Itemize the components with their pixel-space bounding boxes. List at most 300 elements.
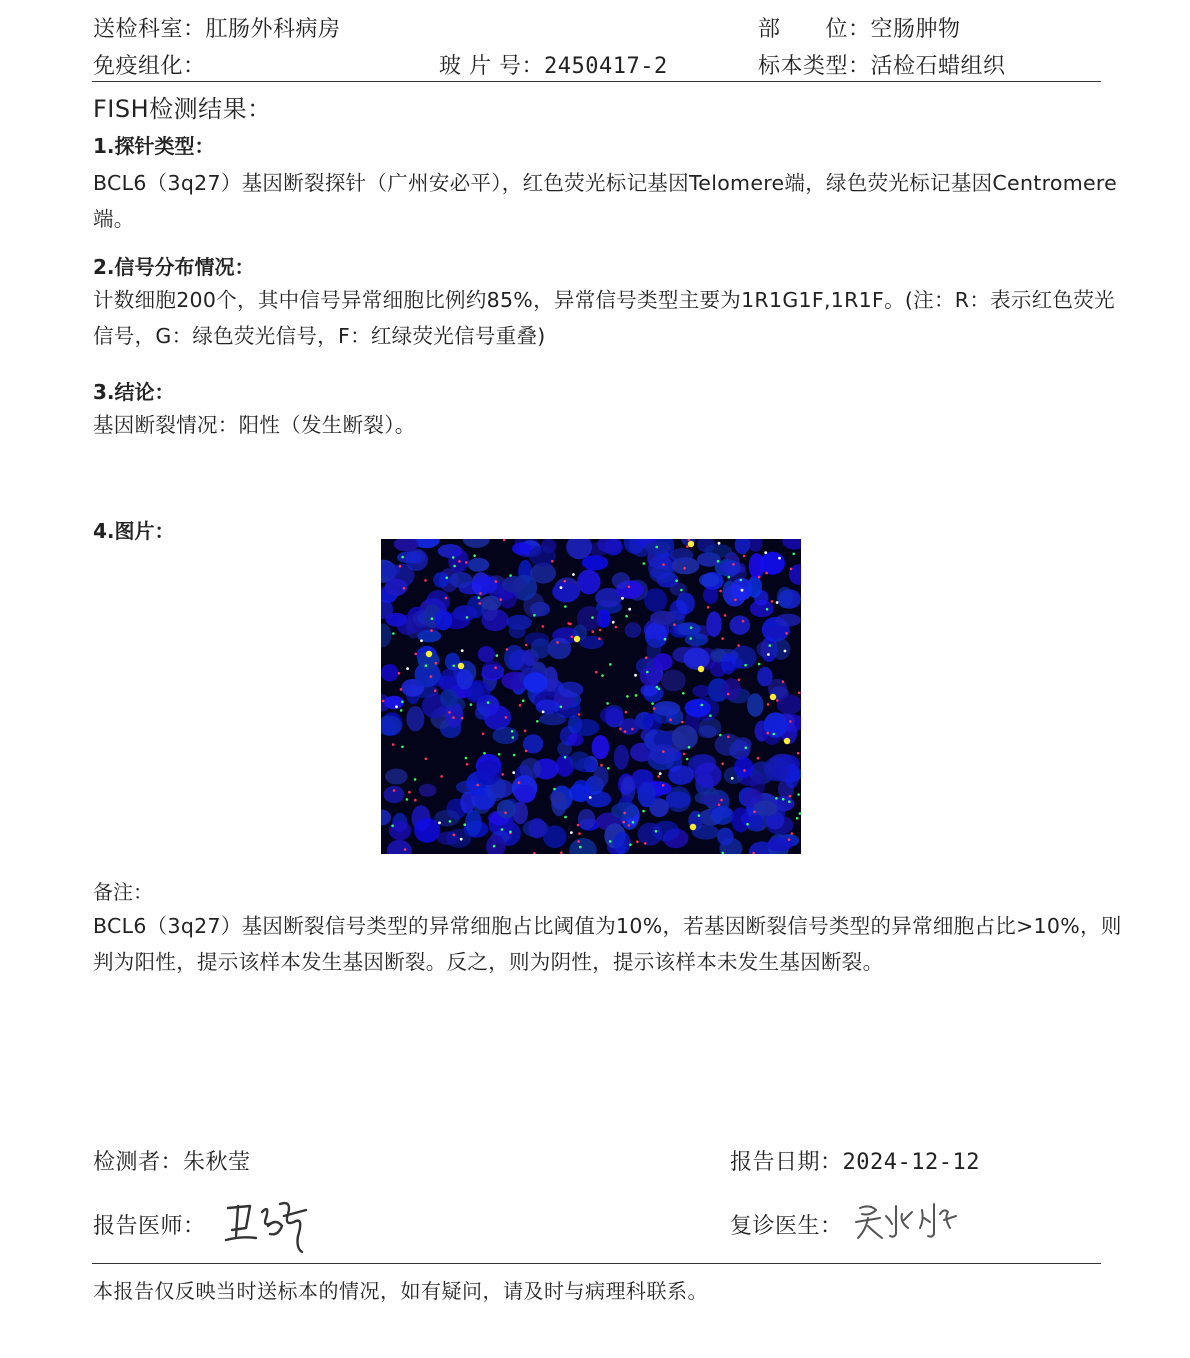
nucleus-shape [661, 670, 686, 692]
red-signal-dot [430, 675, 433, 678]
green-signal-dot [465, 757, 468, 760]
dept-value: 肛肠外科病房 [205, 17, 341, 42]
nucleus-shape [385, 769, 408, 785]
red-signal-dot [399, 565, 402, 568]
red-signal-dot [771, 600, 774, 603]
red-signal-dot [595, 671, 598, 674]
red-signal-dot [628, 824, 631, 827]
red-signal-dot [415, 653, 418, 656]
white-signal-dot [784, 650, 787, 653]
white-signal-dot [764, 551, 767, 554]
red-signal-dot [790, 568, 793, 571]
nucleus-shape [717, 828, 734, 846]
nucleus-shape [389, 821, 411, 841]
nucleus-shape [670, 548, 693, 562]
fusion-signal-dot [688, 541, 694, 547]
slide-field [439, 49, 668, 80]
white-signal-dot [572, 573, 575, 576]
red-signal-dot [478, 602, 481, 605]
green-signal-dot [745, 747, 748, 750]
green-signal-dot [680, 589, 683, 592]
nucleus-shape [536, 699, 560, 714]
specimen-label: 标本类型： [758, 54, 871, 79]
white-signal-dot [406, 667, 409, 670]
green-signal-dot [782, 798, 785, 801]
red-signal-dot [732, 563, 735, 566]
doctor-signature [222, 1196, 312, 1256]
red-signal-dot [767, 703, 770, 706]
nucleus-shape [760, 552, 785, 575]
red-signal-dot [738, 679, 741, 682]
green-signal-dot [797, 793, 800, 796]
nucleus-shape [453, 605, 477, 621]
red-signal-dot [577, 840, 580, 843]
red-signal-dot [737, 644, 740, 647]
green-signal-dot [496, 654, 499, 657]
red-signal-dot [578, 713, 581, 716]
nucleus-shape [548, 638, 572, 660]
nucleus-shape [528, 818, 546, 839]
green-signal-dot [483, 752, 486, 755]
green-signal-dot [511, 730, 514, 733]
green-signal-dot [509, 574, 512, 577]
dept-field [93, 12, 341, 43]
white-signal-dot [767, 653, 770, 656]
white-signal-dot [420, 639, 423, 642]
doctor-label: 报告医师： [93, 1214, 206, 1239]
green-signal-dot [690, 626, 693, 629]
red-signal-dot [494, 666, 497, 669]
green-signal-dot [664, 638, 667, 641]
nucleus-shape [577, 570, 600, 595]
green-signal-dot [642, 810, 645, 813]
red-signal-dot [592, 630, 595, 633]
dept-label: 送检科室： [93, 17, 206, 42]
green-signal-dot [453, 565, 456, 568]
red-signal-dot [482, 733, 485, 736]
green-signal-dot [643, 562, 646, 565]
red-signal-dot [466, 763, 469, 766]
red-signal-dot [398, 672, 401, 675]
nucleus-shape [722, 678, 741, 700]
nucleus-shape [384, 696, 403, 710]
red-signal-dot [619, 728, 622, 731]
red-signal-dot [440, 775, 443, 778]
white-signal-dot [589, 796, 592, 799]
green-signal-dot [758, 663, 761, 666]
nucleus-shape [543, 826, 567, 849]
notes-text: BCL6（3q27）基因断裂信号类型的异常细胞占比阈值为10%，若基因断裂信号类型的异常细胞占比>10%，则判为阳性，提示该样本发生基因断裂。反之，则为阴性，提示该样本未发生基因断裂。 [93, 914, 1122, 974]
green-signal-dot [769, 644, 772, 647]
green-signal-dot [655, 546, 658, 549]
red-signal-dot [600, 764, 603, 767]
green-signal-dot [719, 734, 722, 737]
red-signal-dot [625, 711, 628, 714]
green-signal-dot [564, 605, 567, 608]
red-signal-dot [465, 561, 468, 564]
nucleus-shape [653, 653, 673, 670]
red-signal-dot [662, 563, 665, 566]
red-signal-dot [556, 641, 559, 644]
nucleus-shape [549, 792, 566, 804]
nucleus-shape [523, 672, 547, 692]
fusion-signal-dot [426, 651, 432, 657]
red-signal-dot [742, 620, 745, 623]
nucleus-shape [433, 572, 449, 588]
red-signal-dot [765, 572, 768, 575]
nucleus-shape [764, 757, 790, 782]
red-signal-dot [505, 716, 508, 719]
green-signal-dot [501, 828, 504, 831]
green-signal-dot [509, 831, 512, 834]
white-signal-dot [542, 711, 545, 714]
nucleus-shape [445, 653, 460, 671]
nucleus-shape [692, 685, 710, 697]
red-signal-dot [683, 753, 686, 756]
green-signal-dot [466, 616, 469, 619]
nucleus-shape [386, 613, 408, 627]
nucleus-shape [434, 610, 452, 630]
nucleus-shape [381, 664, 399, 681]
green-signal-dot [470, 703, 473, 706]
nucleus-shape [512, 542, 531, 555]
nucleus-shape [569, 751, 590, 770]
white-signal-dot [570, 831, 573, 834]
fish-micrograph [381, 539, 801, 854]
red-signal-dot [525, 750, 528, 753]
nucleus-shape [614, 745, 629, 770]
green-signal-dot [601, 674, 604, 677]
nucleus-shape [734, 757, 753, 778]
nucleus-shape [638, 782, 656, 807]
green-signal-dot [392, 632, 395, 635]
conclusion-heading: 3.结论： [93, 380, 175, 404]
green-signal-dot [775, 797, 778, 800]
green-signal-dot [700, 704, 703, 707]
nucleus-shape [711, 806, 734, 825]
red-signal-dot [551, 560, 554, 563]
image-heading: 4.图片： [93, 519, 175, 543]
green-signal-dot [449, 820, 452, 823]
red-signal-dot [622, 821, 625, 824]
disclaimer: 本报告仅反映当时送标本的情况，如有疑问，请及时与病理科联系。 [93, 1279, 708, 1303]
nucleus-shape [593, 766, 608, 788]
green-signal-dot [400, 709, 403, 712]
white-signal-dot [621, 597, 624, 600]
green-signal-dot [788, 800, 791, 803]
green-signal-dot [682, 692, 685, 695]
nucleus-shape [650, 744, 677, 764]
nucleus-shape [694, 763, 721, 788]
green-signal-dot [740, 579, 743, 582]
fusion-signal-dot [698, 666, 704, 672]
red-signal-dot [734, 599, 737, 602]
green-signal-dot [656, 686, 659, 689]
green-signal-dot [478, 596, 481, 599]
white-signal-dot [776, 601, 779, 604]
signal-text: 计数细胞200个，其中信号异常细胞比例约85%，异常信号类型主要为1R1G1F,1R1F。(注：R：表示红色荧光信号，G：绿色荧光信号，F：红绿荧光信号重叠) [93, 288, 1115, 348]
white-signal-dot [560, 586, 563, 589]
green-signal-dot [391, 825, 394, 828]
nucleus-shape [482, 661, 502, 679]
red-signal-dot [718, 804, 721, 807]
white-signal-dot [438, 821, 441, 824]
nucleus-shape [698, 725, 717, 738]
green-signal-dot [635, 694, 638, 697]
green-signal-dot [425, 664, 428, 667]
red-signal-dot [452, 716, 455, 719]
green-signal-dot [796, 817, 799, 820]
green-signal-dot [651, 702, 654, 705]
nucleus-shape [748, 576, 762, 598]
result-title: FISH检测结果： [93, 95, 272, 123]
nucleus-shape [384, 786, 405, 803]
red-signal-dot [500, 598, 503, 601]
green-signal-dot [626, 695, 629, 698]
signal-heading: 2.信号分布情况： [93, 255, 255, 279]
red-signal-dot [453, 834, 456, 837]
nucleus-shape [612, 572, 630, 588]
red-signal-dot [425, 758, 428, 761]
red-signal-dot [501, 773, 504, 776]
red-signal-dot [653, 707, 656, 710]
nucleus-shape [611, 802, 639, 819]
white-signal-dot [461, 649, 464, 652]
red-signal-dot [662, 750, 665, 753]
red-signal-dot [504, 812, 507, 815]
green-signal-dot [560, 706, 563, 709]
red-signal-dot [400, 688, 403, 691]
green-signal-dot [406, 798, 409, 801]
green-signal-dot [625, 615, 628, 618]
green-signal-dot [766, 608, 769, 611]
nucleus-shape [449, 572, 473, 588]
red-signal-dot [673, 623, 676, 626]
red-signal-dot [724, 614, 727, 617]
nucleus-shape [475, 706, 490, 720]
green-signal-dot [591, 616, 594, 619]
red-signal-dot [645, 656, 648, 659]
red-signal-dot [788, 838, 791, 841]
nucleus-shape [497, 800, 516, 819]
white-signal-dot [512, 771, 515, 774]
nucleus-shape [457, 669, 473, 689]
red-signal-dot [727, 736, 730, 739]
red-signal-dot [757, 757, 760, 760]
green-signal-dot [792, 553, 795, 556]
red-signal-dot [461, 717, 464, 720]
green-signal-dot [401, 701, 404, 704]
nucleus-shape [706, 611, 721, 637]
fusion-signal-dot [458, 663, 464, 669]
nucleus-shape [552, 581, 580, 602]
red-signal-dot [743, 769, 746, 772]
nucleus-shape [625, 622, 642, 638]
nucleus-shape [750, 600, 774, 617]
nucleus-shape [699, 573, 719, 587]
nucleus-shape [397, 551, 421, 563]
nucleus-shape [406, 706, 424, 731]
nucleus-shape [572, 780, 591, 803]
red-signal-dot [445, 597, 448, 600]
nucleus-shape [573, 719, 599, 736]
green-signal-dot [512, 736, 515, 739]
probe-text: BCL6（3q27）基因断裂探针（广州安必平），红色荧光标记基因Telomere端，绿色荧光标记基因Centromere端。 [93, 171, 1118, 231]
nucleus-shape [558, 682, 584, 698]
green-signal-dot [493, 845, 496, 848]
nucleus-shape [578, 809, 595, 830]
nucleus-shape [777, 587, 793, 608]
red-signal-dot [495, 580, 498, 583]
red-signal-dot [571, 636, 574, 639]
red-signal-dot [720, 799, 723, 802]
nucleus-shape [730, 616, 751, 635]
fish-micrograph-svg [381, 539, 801, 854]
red-signal-dot [743, 555, 746, 558]
green-signal-dot [553, 788, 556, 791]
site-label: 部 位： [758, 17, 871, 42]
white-signal-dot [731, 777, 734, 780]
slide-value: 2450417-2 [544, 54, 668, 79]
red-signal-dot [598, 637, 601, 640]
nucleus-shape [747, 693, 764, 717]
specimen-field [758, 49, 1006, 80]
red-signal-dot [721, 762, 724, 765]
fusion-signal-dot [574, 636, 580, 642]
red-signal-dot [458, 560, 461, 563]
nucleus-shape [468, 558, 489, 572]
red-signal-dot [430, 629, 433, 632]
red-signal-dot [624, 730, 627, 733]
date-field [730, 1145, 980, 1176]
red-signal-dot [727, 693, 730, 696]
red-signal-dot [681, 721, 684, 724]
green-signal-dot [689, 637, 692, 640]
red-signal-dot [785, 632, 788, 635]
nucleus-shape [685, 633, 709, 646]
ihc-label: 免疫组化： [93, 54, 206, 79]
red-signal-dot [382, 700, 385, 703]
green-signal-dot [686, 758, 689, 761]
white-signal-dot [395, 705, 398, 708]
green-signal-dot [709, 714, 712, 717]
green-signal-dot [564, 816, 567, 819]
green-signal-dot [414, 778, 417, 781]
red-signal-dot [707, 606, 710, 609]
green-signal-dot [675, 579, 678, 582]
red-signal-dot [791, 832, 794, 835]
reviewer-signature [852, 1198, 964, 1248]
white-signal-dot [718, 542, 721, 545]
reviewer-label: 复诊医生： [730, 1214, 843, 1239]
green-signal-dot [609, 840, 612, 843]
green-signal-dot [533, 614, 536, 617]
red-signal-dot [525, 644, 528, 647]
white-signal-dot [778, 557, 781, 560]
nucleus-shape [763, 626, 790, 638]
green-signal-dot [498, 753, 501, 756]
nucleus-shape [492, 727, 518, 744]
red-signal-dot [721, 637, 724, 640]
nucleus-shape [653, 701, 681, 716]
green-signal-dot [536, 720, 539, 723]
nucleus-shape [600, 707, 623, 724]
green-signal-dot [646, 671, 649, 674]
red-signal-dot [414, 799, 417, 802]
nucleus-shape [685, 699, 711, 717]
nucleus-shape [437, 832, 459, 845]
red-signal-dot [798, 692, 801, 695]
green-signal-dot [473, 554, 476, 557]
green-signal-dot [658, 688, 661, 691]
nucleus-shape [419, 784, 437, 797]
red-signal-dot [518, 781, 521, 784]
red-signal-dot [766, 732, 769, 735]
white-signal-dot [741, 589, 744, 592]
white-signal-dot [659, 772, 662, 775]
red-signal-dot [435, 662, 438, 665]
white-signal-dot [628, 608, 631, 611]
nucleus-shape [434, 810, 460, 827]
green-signal-dot [632, 821, 635, 824]
nucleus-shape [592, 735, 610, 759]
nucleus-shape [684, 648, 710, 670]
tester-value: 朱秋莹 [183, 1150, 251, 1175]
red-signal-dot [476, 784, 479, 787]
red-signal-dot [479, 592, 482, 595]
red-signal-dot [408, 791, 411, 794]
site-field [758, 12, 961, 43]
green-signal-dot [579, 846, 582, 849]
red-signal-dot [393, 789, 396, 792]
white-signal-dot [460, 838, 463, 841]
green-signal-dot [564, 756, 567, 759]
red-signal-dot [615, 626, 618, 629]
nucleus-shape [440, 689, 459, 708]
red-signal-dot [434, 689, 437, 692]
red-signal-dot [560, 851, 563, 854]
red-signal-dot [657, 775, 660, 778]
green-signal-dot [688, 746, 691, 749]
nucleus-shape [771, 638, 790, 659]
red-signal-dot [599, 629, 602, 632]
specimen-value: 活检石蜡组织 [870, 54, 1006, 79]
green-signal-dot [513, 754, 516, 757]
nucleus-shape [648, 556, 673, 580]
red-signal-dot [719, 590, 722, 593]
white-signal-dot [634, 674, 637, 677]
fusion-signal-dot [770, 694, 776, 700]
conclusion-text: 基因断裂情况：阳性（发生断裂）。 [93, 413, 416, 437]
green-signal-dot [728, 576, 731, 579]
red-signal-dot [569, 623, 572, 626]
nucleus-shape [460, 792, 474, 814]
red-signal-dot [753, 811, 756, 814]
green-signal-dot [609, 663, 612, 666]
footer-divider [92, 1263, 1101, 1264]
red-signal-dot [404, 848, 407, 851]
red-signal-dot [636, 840, 639, 843]
green-signal-dot [698, 814, 701, 817]
red-signal-dot [506, 648, 509, 651]
fusion-signal-dot [690, 824, 696, 830]
nucleus-shape [613, 832, 630, 854]
red-signal-dot [789, 720, 792, 723]
red-signal-dot [776, 699, 779, 702]
red-signal-dot [564, 580, 567, 583]
nucleus-shape [668, 765, 694, 785]
green-signal-dot [629, 843, 632, 846]
